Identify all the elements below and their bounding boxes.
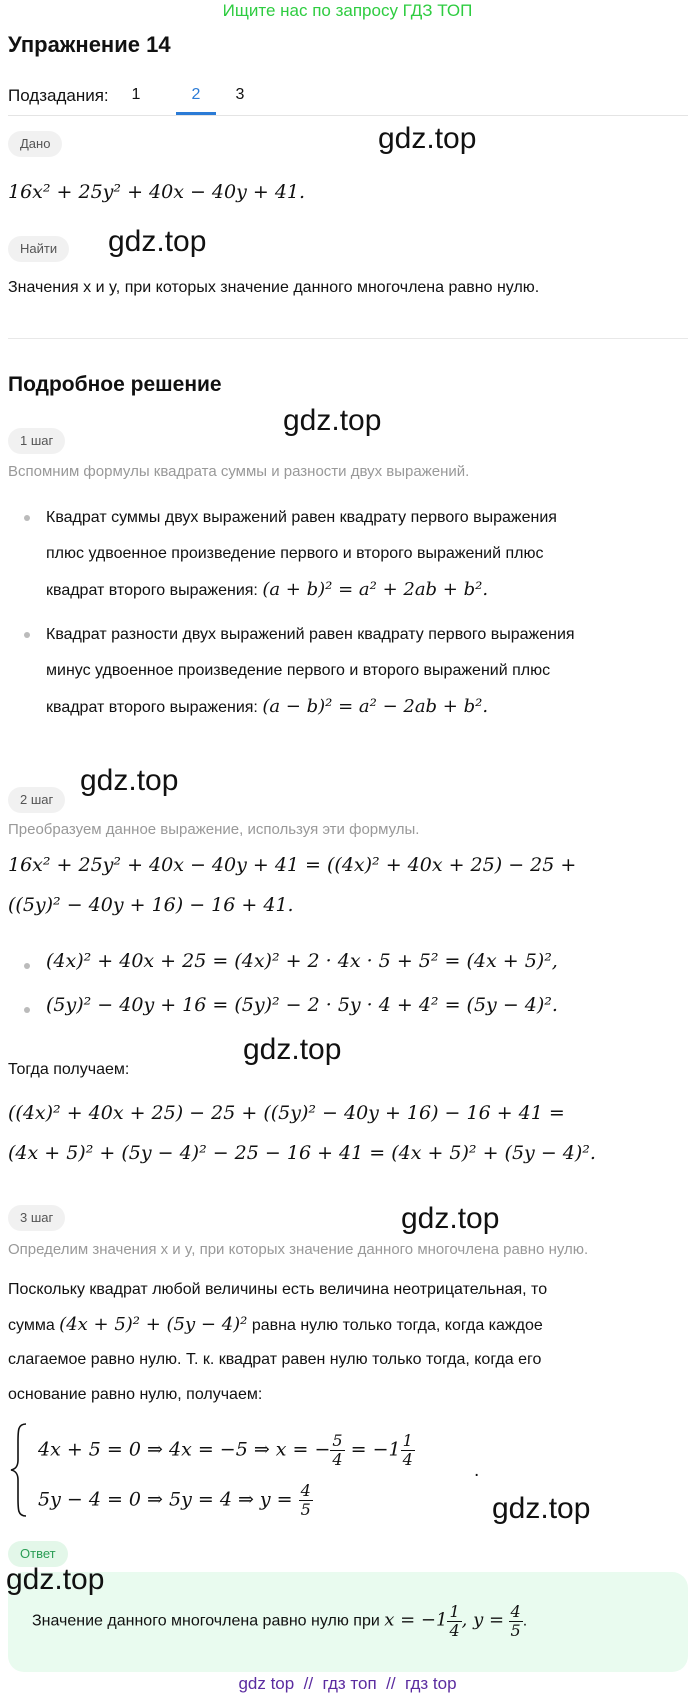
- watermark: gdz.top: [80, 764, 179, 797]
- watermark: gdz.top: [283, 404, 382, 437]
- watermark: gdz.top: [492, 1492, 591, 1525]
- find-text: Значения x и y, при которых значение данного многочлена равно нулю.: [8, 279, 540, 296]
- footer-links[interactable]: gdz top // гдз топ // гдз top: [238, 1674, 457, 1693]
- step3-paragraph-line1: Поскольку квадрат любой величины есть величина неотрицательная, то: [8, 1281, 548, 1298]
- tab-3[interactable]: 3: [235, 86, 245, 103]
- answer-text: Значение данного многочлена равно нулю при x = −1 $\frac{1}{4}$ , y = $\frac{4}{5}$ .: [32, 1602, 528, 1640]
- step2-bullet1: (4x)² + 40x + 25 = (4x)² + 2 · 4x · 5 + 5² = (4x + 5)²,: [46, 950, 558, 972]
- section-divider: [8, 338, 688, 339]
- system-equation-2: 5y − 4 = 0 ⇒ 5y = 4 ⇒ y = $\frac{4}{5}$: [38, 1481, 311, 1519]
- top-banner[interactable]: Ищите нас по запросу ГДЗ ТОП: [222, 1, 473, 20]
- step2-bullet2: (5y)² − 40y + 16 = (5y)² − 2 · 5y · 4 + 4² = (5y − 4)².: [46, 994, 558, 1016]
- active-tab-indicator: [176, 112, 216, 115]
- watermark: gdz.top: [243, 1033, 342, 1066]
- system-brace: [8, 1422, 30, 1518]
- tab-1[interactable]: 1: [131, 86, 141, 103]
- step2-badge: 2 шаг: [8, 787, 65, 813]
- bullet-dot: [24, 515, 30, 521]
- step3-paragraph-line3: слагаемое равно нулю. Т. к. квадрат равен нулю только тогда, когда его: [8, 1351, 542, 1368]
- step3-paragraph-line2: сумма (4x + 5)² + (5y − 4)² равна нулю только тогда, когда каждое: [8, 1314, 543, 1335]
- watermark: gdz.top: [6, 1563, 105, 1596]
- subtasks-label: Подзадания:: [8, 86, 109, 105]
- step3-badge: 3 шаг: [8, 1205, 65, 1231]
- given-badge: Дано: [8, 131, 62, 157]
- bullet-dot: [24, 963, 30, 969]
- watermark: gdz.top: [378, 122, 477, 155]
- solution-title: Подробное решение: [8, 373, 222, 396]
- step2-equation-line4: (4x + 5)² + (5y − 4)² − 25 − 16 + 41 = (4x + 5)² + (5y − 4)².: [8, 1142, 596, 1164]
- step3-hint: Определим значения x и y, при которых значение данного многочлена равно нулю.: [8, 1241, 589, 1258]
- page-title: Упражнение 14: [8, 32, 171, 57]
- step1-badge: 1 шаг: [8, 428, 65, 454]
- step2-equation-line1: 16x² + 25y² + 40x − 40y + 41 = ((4x)² + 40x + 25) − 25 +: [8, 854, 577, 876]
- tab-2[interactable]: 2: [191, 86, 201, 103]
- system-equation-1: 4x + 5 = 0 ⇒ 4x = −5 ⇒ x = − $\frac{5}{4}$ = −1 $\frac{1}{4}$: [38, 1431, 413, 1469]
- bullet-diff-square: Квадрат разности двух выражений равен квадрату первого выражения минус удвоенное произведение первого и второго выражений плюс квадрат второго выражения: (a − b)² = a² − 2ab + b².: [46, 626, 575, 717]
- step2-equation-line2: ((5y)² − 40y + 16) − 16 + 41.: [8, 894, 294, 916]
- watermark: gdz.top: [401, 1202, 500, 1235]
- system-end-dot: .: [474, 1460, 480, 1481]
- step2-hint: Преобразуем данное выражение, используя эти формулы.: [8, 821, 420, 838]
- step1-hint: Вспомним формулы квадрата суммы и разности двух выражений.: [8, 463, 470, 480]
- bullet-dot: [24, 1007, 30, 1013]
- then-text: Тогда получаем:: [8, 1061, 130, 1078]
- tabs-divider: [8, 115, 688, 116]
- find-badge: Найти: [8, 236, 69, 262]
- watermark: gdz.top: [108, 225, 207, 258]
- given-expression: 16x² + 25y² + 40x − 40y + 41.: [8, 181, 306, 203]
- bullet-sum-square: Квадрат суммы двух выражений равен квадрату первого выражения плюс удвоенное произведение первого и второго выражений плюс квадрат второго выражения: (a + b)² = a² + 2ab + b².: [46, 509, 557, 600]
- step2-equation-line3: ((4x)² + 40x + 25) − 25 + ((5y)² − 40y + 16) − 16 + 41 =: [8, 1102, 565, 1124]
- step3-paragraph-line4: основание равно нулю, получаем:: [8, 1386, 263, 1403]
- answer-badge: Ответ: [8, 1541, 68, 1567]
- bullet-dot: [24, 632, 30, 638]
